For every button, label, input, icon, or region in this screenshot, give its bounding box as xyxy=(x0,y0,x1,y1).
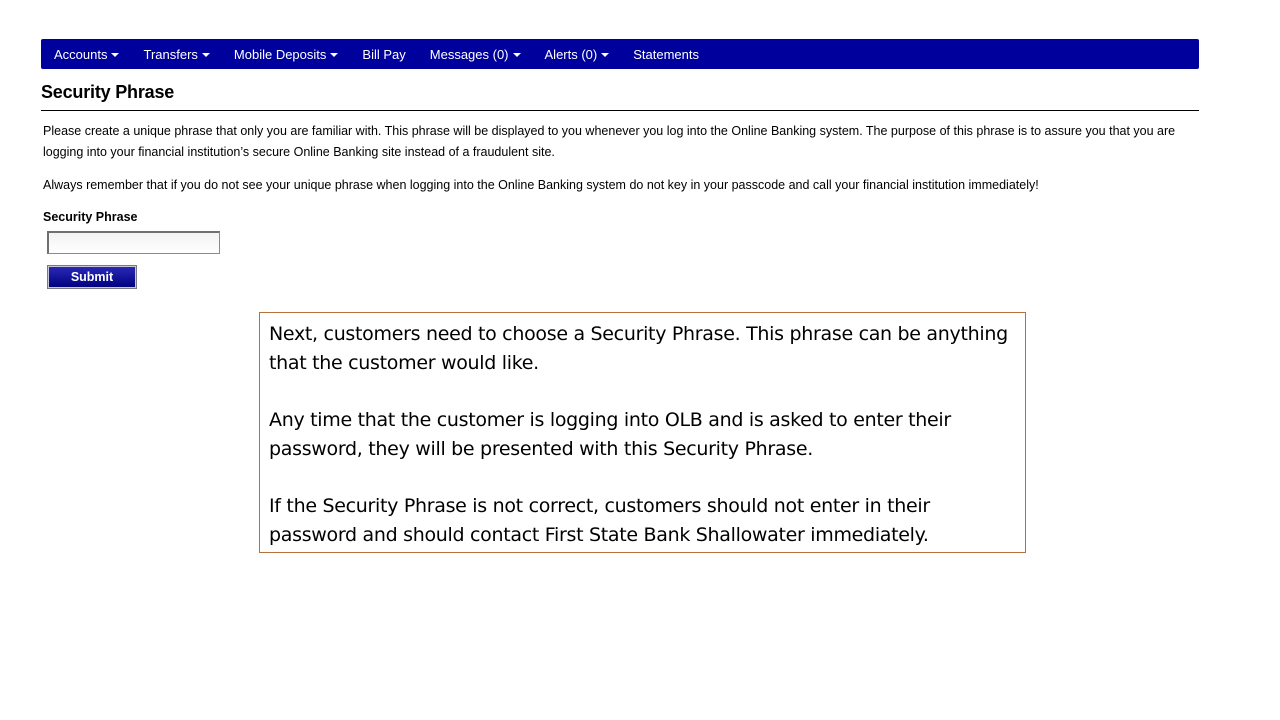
chevron-down-icon xyxy=(111,53,119,57)
security-phrase-input[interactable] xyxy=(47,231,220,254)
nav-alerts[interactable] xyxy=(545,47,610,62)
submit-button[interactable]: Submit xyxy=(47,265,137,289)
chevron-down-icon xyxy=(330,53,338,57)
nav-transfers-label: Transfers xyxy=(143,46,198,62)
nav-alerts-label: Alerts (0) xyxy=(544,46,598,62)
nav-messages-label: Messages (0) xyxy=(429,46,509,62)
nav-messages[interactable] xyxy=(430,47,521,62)
nav-accounts-label: Accounts xyxy=(54,46,108,62)
security-phrase-label: Security Phrase xyxy=(43,210,138,224)
nav-statements-label: Statements xyxy=(633,46,700,62)
callout-paragraph-1: Next, customers need to choose a Security Phrase. This phrase can be anything that the customer would like. xyxy=(269,323,1008,374)
nav-accounts[interactable] xyxy=(54,47,119,62)
annotation-callout-box xyxy=(259,312,1026,553)
nav-bill-pay[interactable] xyxy=(362,47,405,62)
chevron-down-icon xyxy=(513,53,521,57)
main-navigation-bar xyxy=(41,39,1199,69)
callout-paragraph-2: Any time that the customer is logging into OLB and is asked to enter their password, they will be presented with this Security Phrase. xyxy=(269,409,951,460)
nav-mobile-deposits-label: Mobile Deposits xyxy=(233,46,327,62)
warning-paragraph: Always remember that if you do not see your unique phrase when logging into the Online Banking system do not key in your passcode and call your financial institution immediately! xyxy=(43,178,1039,192)
page-title: Security Phrase xyxy=(41,82,1199,111)
instructions-paragraph: Please create a unique phrase that only you are familiar with. This phrase will be displayed to you whenever you log into the Online Banking system. The purpose of this phrase is to assure you that you are logging into your financial institution’s secure Online Banking site instead of a fraudulent site. xyxy=(43,124,1176,159)
nav-bill-pay-label: Bill Pay xyxy=(362,46,406,62)
callout-paragraph-3: If the Security Phrase is not correct, customers should not enter in their password and should contact First State Bank Shallowater immediately. xyxy=(269,495,930,546)
nav-statements[interactable] xyxy=(633,47,699,62)
chevron-down-icon xyxy=(202,53,210,57)
nav-mobile-deposits[interactable] xyxy=(234,47,339,62)
nav-transfers[interactable] xyxy=(143,47,209,62)
chevron-down-icon xyxy=(601,53,609,57)
